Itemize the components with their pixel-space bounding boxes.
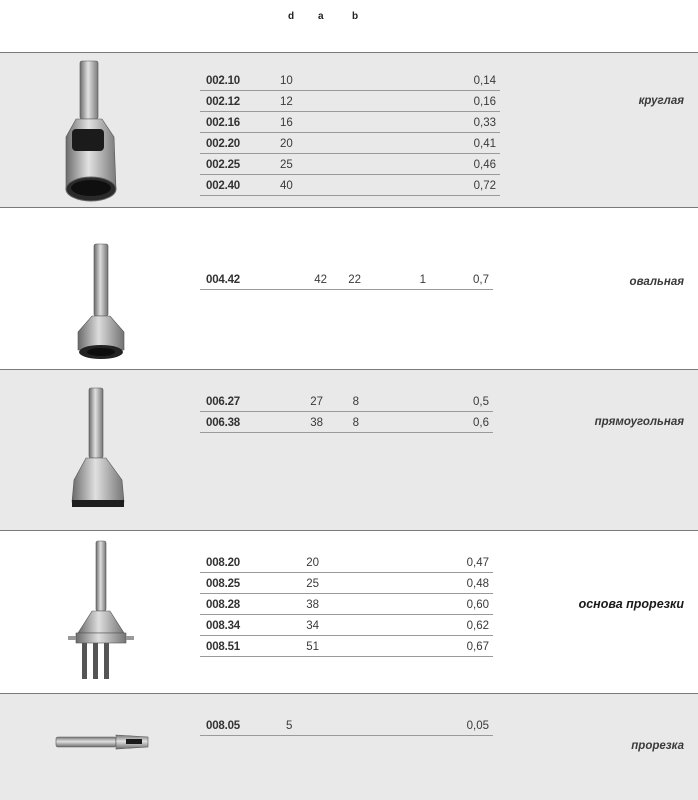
table-row: 002.25 25 0,46 bbox=[200, 155, 500, 175]
table-row: 002.40 40 0,72 bbox=[200, 176, 500, 196]
rectangular-punch-icon bbox=[64, 384, 134, 512]
column-header-b: b bbox=[352, 11, 359, 22]
product-group-slot-base bbox=[0, 530, 698, 693]
table-row: 002.10 10 0,14 bbox=[200, 71, 500, 91]
oval-punch-icon bbox=[72, 240, 134, 364]
table-row: 002.16 16 0,33 bbox=[200, 113, 500, 133]
group-label-oval: овальная bbox=[629, 276, 684, 288]
group-label-round: круглая bbox=[638, 95, 684, 107]
table-row: 002.12 12 0,16 bbox=[200, 92, 500, 112]
slot-base-tool-icon bbox=[66, 537, 138, 687]
table-row: 008.28 38 0,60 bbox=[200, 595, 493, 615]
round-punch-icon bbox=[58, 57, 128, 207]
table-row: 006.27 27 8 0,5 bbox=[200, 392, 493, 412]
table-row: 008.34 34 0,62 bbox=[200, 616, 493, 636]
table-row: 008.25 25 0,48 bbox=[200, 574, 493, 594]
group-label-slot: прорезка bbox=[631, 740, 684, 752]
product-group-round bbox=[0, 52, 698, 207]
slot-punch-icon bbox=[52, 728, 152, 758]
table-row: 004.42 42 22 1 0,7 bbox=[200, 270, 493, 290]
group-label-slot-base: основа прорезки bbox=[578, 597, 684, 611]
table-header bbox=[0, 0, 698, 52]
table-row: 008.20 20 0,47 bbox=[200, 553, 493, 573]
column-header-d: d bbox=[288, 11, 295, 22]
group-label-rectangular: прямоугольная bbox=[594, 416, 684, 428]
table-row: 002.20 20 0,41 bbox=[200, 134, 500, 154]
product-group-oval bbox=[0, 207, 698, 369]
product-group-slot bbox=[0, 693, 698, 800]
table-row: 008.05 5 0,05 bbox=[200, 716, 493, 736]
table-row: 006.38 38 8 0,6 bbox=[200, 413, 493, 433]
table-row: 008.51 51 0,67 bbox=[200, 637, 493, 657]
column-header-a: a bbox=[318, 11, 324, 22]
product-group-rectangular bbox=[0, 369, 698, 530]
